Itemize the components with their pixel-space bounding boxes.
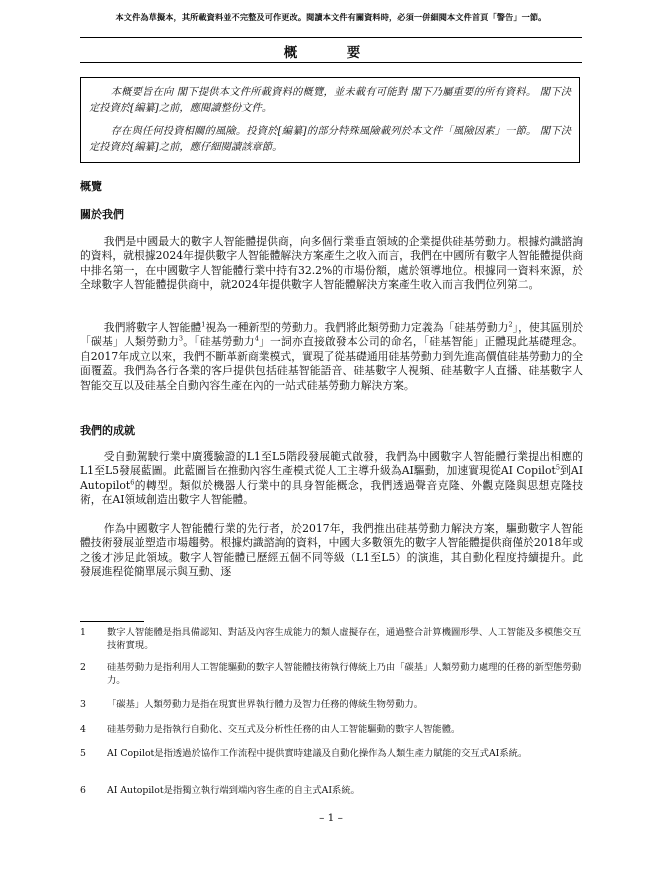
- draft-warning-notice: 本文件為草擬本，其所載資料並不完整及可作更改。閱讀本文件有關資料時，必須一併細閱本文件首頁「警告」一節。: [115, 12, 547, 22]
- text-run: 視為一種新型的勞動力。我們將此類勞動力定義為「硅基勞動力: [205, 321, 509, 334]
- footnote-text: AI Copilot是指透過於協作工作流程中提供實時建議及自動化操作為人類生產力賦能的交互式AI系統。: [107, 748, 528, 759]
- achievements-paragraph-2: 作為中國數字人智能體行業的先行者，於2017年，我們推出硅基勞動力解決方案，驅動數字人智能體技術發展並塑造市場趨勢。根據灼識諮詢的資料，中國大多數領先的數字人智能體提供商僅於2018年或之後才涉足此領域。數字人智能體已歷經五個不同等級（L1至L5）的演進，其自動化程度持續提升。此發展進程從簡單展示與互動、逐: [80, 522, 583, 579]
- footnote-number: 6: [80, 785, 86, 796]
- footnote-text: 數字人智能體是指具備認知、對話及內容生成能力的類人虛擬存在，通過整合計算機圖形學、人工智能及多模態交互技術實現。: [107, 627, 582, 651]
- footnote-ref: 3: [178, 334, 184, 343]
- footnote-number: 4: [80, 724, 86, 735]
- achievements-heading: 我們的成就: [80, 424, 135, 437]
- footnote-text: 硅基勞動力是指利用人工智能驅動的數字人智能體技術執行傳統上乃由「碳基」人類勞動力處理的任務的新型態勞動力。: [107, 662, 582, 686]
- intro-paragraph: 本概要旨在向 閣下提供本文件所載資料的概覽，並未載有可能對 閣下乃屬重要的所有資料。 閣下決定投資於[編纂]之前，應閱讀整份文件。: [89, 86, 571, 114]
- text-run: 。「硅基勞動力: [183, 335, 255, 349]
- achievements-paragraph-1: [80, 450, 583, 508]
- text-run: 」，使其區別於「碳基」人類勞動力: [80, 321, 584, 349]
- about-us-paragraph-2: [80, 321, 583, 393]
- footnote-number: 2: [80, 662, 86, 673]
- footnote-ref: 2: [508, 320, 513, 329]
- header-rule-bottom: [80, 62, 582, 63]
- text-run: 我們將數字人智能體: [103, 321, 202, 334]
- footnote-text: 硅基勞動力是指執行自動化、交互式及分析性任務的由人工智能驅動的數字人智能體。: [107, 724, 461, 735]
- text-run: 」一詞亦直接啟發本公司的命名，「硅基智能」正體現此基礎理念。自2017年成立以來，我們不斷革新商業模式，實現了從基礎通用硅基勞動力到先進高價值硅基勞動力的全面覆蓋。我們為各行各業的客戶提供包括硅基智能語音、硅基數字人視頻、硅基數字人直播、硅基數字人智能交互以及硅基全自動內容生產在內的一站式硅基勞動力解決方案。: [80, 335, 583, 392]
- risk-paragraph: 存在與任何投資相關的風險。投資於[編纂]的部分特殊風險載列於本文件「風險因素」一節。 閣下決定投資於[編纂]之前，應仔細閱讀該章節。: [89, 125, 571, 153]
- text-run: 到AI Autopilot: [80, 464, 583, 492]
- footnote-number: 5: [80, 748, 86, 759]
- footnote-ref: 4: [254, 334, 259, 343]
- page-number: – 1 –: [319, 812, 343, 824]
- footnote-separator: [80, 621, 144, 622]
- header-rule-top: [80, 37, 582, 38]
- footnote-number: 1: [80, 627, 86, 638]
- footnote-ref: 5: [555, 463, 560, 472]
- section-title: 概 要: [283, 45, 379, 61]
- about-us-paragraph-1: 我們是中國最大的數字人智能體提供商，向多個行業垂直領域的企業提供硅基勞動力。根據灼識諮詢的資料，就根據2024年提供數字人智能體解決方案產生之收入而言，我們在中國所有數字人智能體提供商中排名第一，在中國數字人智能體行業中持有32.2%的市場份額，處於領導地位。根據同一資料來源，於全球數字人智能體提供商中，就2024年提供數字人智能體解決方案產生收入而言我們位列第二。: [80, 235, 583, 292]
- footnote-ref: 1: [201, 320, 206, 329]
- footnote-number: 3: [80, 699, 86, 710]
- text-run: 受自動駕駛行業中廣獲驗證的L1至L5階段發展範式啟發，我們為中國數字人智能體行業提出相應的L1至L5發展藍圖。此藍圖旨在推動內容生產模式從人工主導升級為AI驅動，加速實現從AI Copilot: [80, 450, 583, 478]
- footnote-text: 「碳基」人類勞動力是指在現實世界執行體力及智力任務的傳統生物勞動力。: [107, 699, 424, 710]
- footnote-text: AI Autopilot是指獨立執行端到端內容生產的自主式AI系統。: [107, 785, 360, 796]
- intro-notice-box: [80, 77, 580, 163]
- text-run: 的轉型。類似於機器人行業中的具身智能概念，我們透過聲音克隆、外觀克隆與思想克隆技術，在AI領域創造出數字人智能體。: [80, 478, 583, 507]
- about-us-heading: 關於我們: [80, 208, 124, 221]
- footnote-ref: 6: [130, 478, 135, 487]
- overview-heading: 概覽: [80, 180, 102, 193]
